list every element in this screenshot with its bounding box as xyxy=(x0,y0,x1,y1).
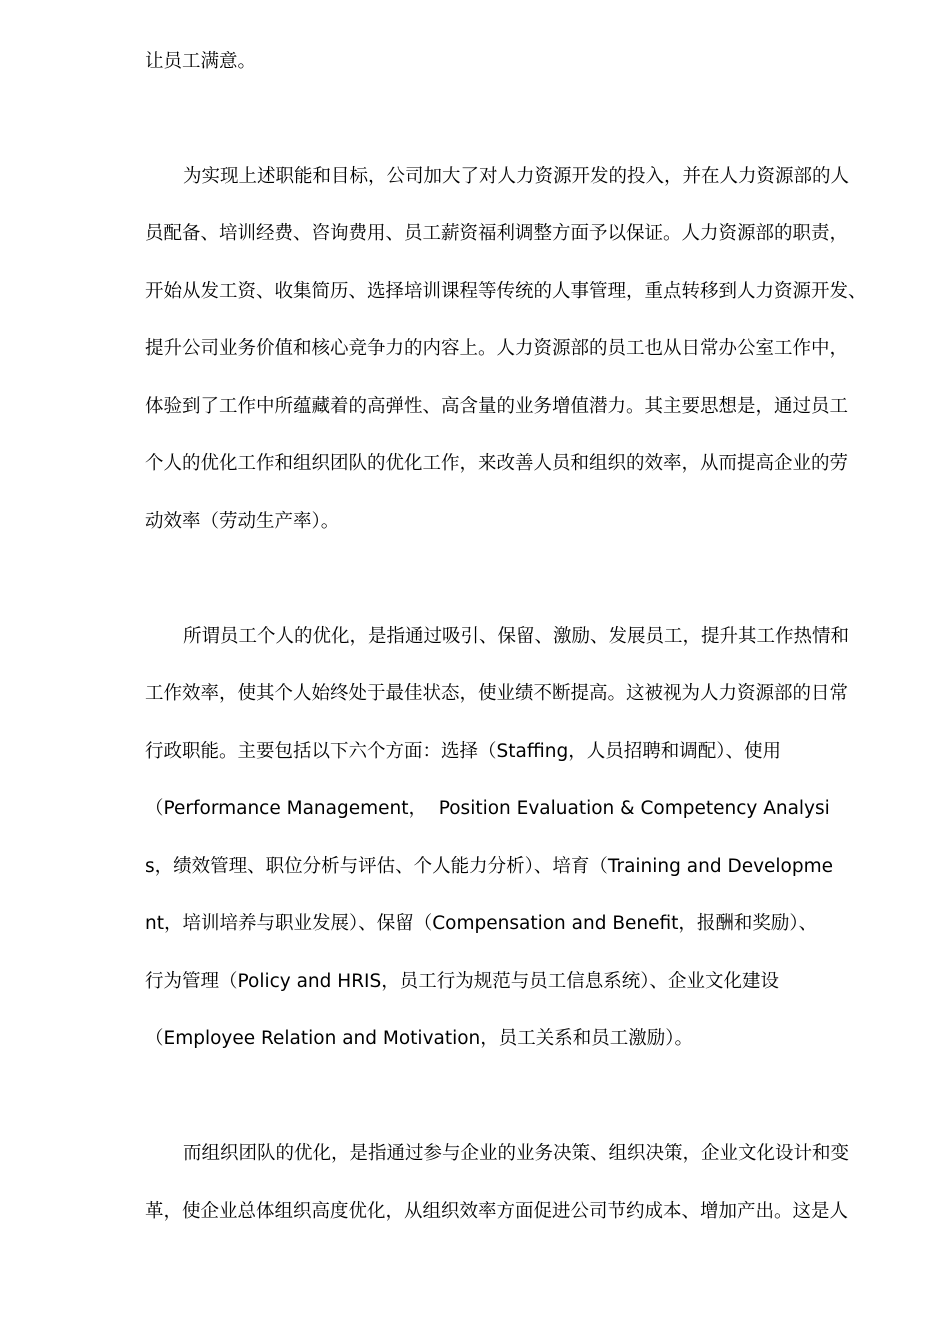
text-line: （Performance Management， Position Evaluation & Competency Analysi xyxy=(145,798,830,819)
text-line: 个人的优化工作和组织团队的优化工作，来改善人员和组织的效率，从而提高企业的劳 xyxy=(145,453,849,474)
text-line: 为实现上述职能和目标，公司加大了对人力资源开发的投入，并在人力资源部的人 xyxy=(183,166,850,187)
text-line: 行为管理（Policy and HRIS，员工行为规范与员工信息系统）、企业文化建设 xyxy=(145,971,779,992)
text-line: 而组织团队的优化，是指通过参与企业的业务决策、组织决策，企业文化设计和变 xyxy=(183,1143,850,1164)
text-line: 行政职能。主要包括以下六个方面：选择（Staffing，人员招聘和调配）、使用 xyxy=(145,741,781,762)
text-line: 让员工满意。 xyxy=(145,51,257,72)
text-line: 员配备、培训经费、咨询费用、员工薪资福利调整方面予以保证。人力资源部的职责， xyxy=(145,223,849,244)
text-line: 工作效率，使其个人始终处于最佳状态，使业绩不断提高。这被视为人力资源部的日常 xyxy=(145,683,849,704)
text-line: nt，培训培养与职业发展）、保留（Compensation and Benefit，报酬和奖励）、 xyxy=(145,913,818,934)
text-line: 体验到了工作中所蕴藏着的高弹性、高含量的业务增值潜力。其主要思想是，通过员工 xyxy=(145,396,849,417)
text-line: s，绩效管理、职位分析与评估、个人能力分析）、培育（Training and Developme xyxy=(145,856,834,877)
text-line: （Employee Relation and Motivation，员工关系和员工激励）。 xyxy=(145,1028,694,1049)
text-line: 开始从发工资、收集简历、选择培训课程等传统的人事管理，重点转移到人力资源开发、 xyxy=(145,281,867,302)
text-line: 所谓员工个人的优化，是指通过吸引、保留、激励、发展员工，提升其工作热情和 xyxy=(183,626,850,647)
text-line: 动效率（劳动生产率）。 xyxy=(145,511,340,532)
text-line: 提升公司业务价值和核心竞争力的内容上。人力资源部的员工也从日常办公室工作中， xyxy=(145,338,849,359)
text-line: 革，使企业总体组织高度优化，从组织效率方面促进公司节约成本、增加产出。这是人 xyxy=(145,1201,849,1222)
